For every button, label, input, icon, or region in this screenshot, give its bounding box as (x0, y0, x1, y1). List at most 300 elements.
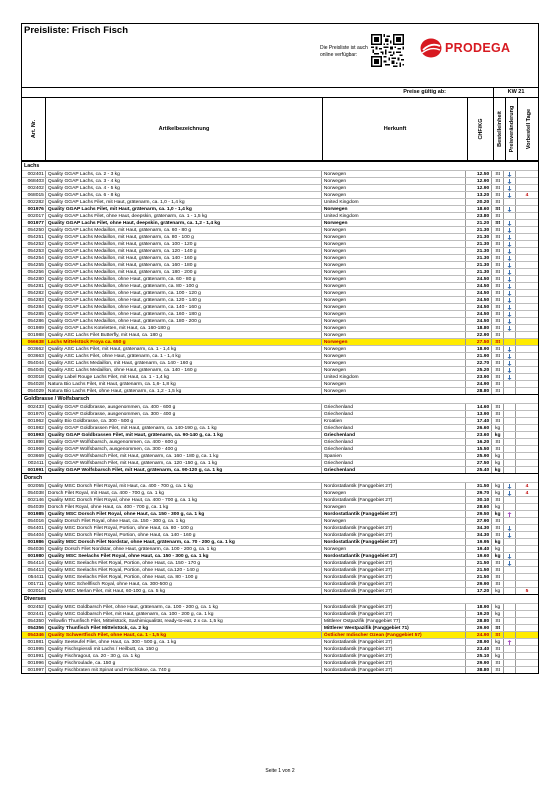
table-row (22, 617, 538, 624)
unit-cell: St (492, 206, 504, 212)
origin-cell: Nordostatlantik (Fanggebiet 27) (322, 567, 466, 573)
arrow-down-icon (507, 193, 512, 198)
table-row (22, 482, 538, 489)
article-name: Quality GGAP Lachs Medaillon, ohne Haut, grätenarm, ca. 180 - 200 g (46, 318, 322, 324)
order-days-cell (516, 460, 538, 466)
table-row (22, 403, 538, 410)
article-number: 001711 (22, 581, 46, 587)
unit-cell: St (492, 497, 504, 503)
section-title: Goldbrasse / Wolfsbarsch (22, 394, 538, 403)
order-days-cell (516, 581, 538, 587)
origin-cell: Nordostatlantik (Fanggebiet 27) (322, 588, 466, 594)
table-row (22, 610, 538, 617)
unit-cell: St (492, 446, 504, 452)
unit-cell: St (492, 360, 504, 366)
order-days-cell (516, 553, 538, 559)
origin-cell: Nordostatlantik (Fanggebiet 27) (322, 532, 466, 538)
col-price-label: CHF/KG (477, 118, 484, 140)
price-cell: 27.50 (466, 339, 492, 345)
price-cell: 24.50 (466, 283, 492, 289)
article-number: 054044 (22, 360, 46, 366)
article-number: 054356 (22, 625, 46, 631)
article-number: 001980 (22, 553, 46, 559)
arrow-down-icon (507, 368, 512, 373)
origin-cell: Nordostatlantik (Fanggebiet 27) (322, 553, 466, 559)
origin-cell: Norwegen (322, 192, 466, 198)
unit-cell: St (492, 525, 504, 531)
table-row (22, 380, 538, 387)
unit-cell: St (492, 262, 504, 268)
arrow-down-icon (507, 235, 512, 240)
order-days-cell (516, 220, 538, 226)
price-change-cell (504, 497, 516, 503)
article-name: Quality MSC Schellfisch Royal, ohne Haut, ca. 300-500 g (46, 581, 322, 587)
price-change-cell (504, 532, 516, 538)
origin-cell: Griechenland (322, 460, 466, 466)
article-name: Quality MSC Seelachs Filet Royal, ohne Haut, ca. 150 - 300 g, ca. 1 kg (46, 553, 322, 559)
price-cell: 16.20 (466, 439, 492, 445)
price-change-cell (504, 283, 516, 289)
origin-cell: Norwegen (322, 325, 466, 331)
order-days-cell (516, 381, 538, 387)
article-name: Quality Fischbraten mit Spinat und Frischkäse, ca. 740 g (46, 667, 322, 673)
unit-cell: St (492, 367, 504, 373)
price-cell: 23.80 (466, 213, 492, 219)
document-header (21, 23, 539, 88)
origin-cell: Norwegen (322, 234, 466, 240)
article-name: Quality GGAP Lachs Filet, mit Haut, grätenarm, ca. 1,0 - 1,4 kg (46, 199, 322, 205)
price-change-cell (504, 220, 516, 226)
article-name: Quality MSC Goldbarsch Filet, mit Haut, grätenarm, ca. 100 - 200 g, ca. 1 kg (46, 611, 322, 617)
unit-cell: St (492, 418, 504, 424)
table-row (22, 645, 538, 652)
article-number: 054252 (22, 241, 46, 247)
table-row (22, 603, 538, 610)
origin-cell: Nordostatlantik (Fanggebiet 27) (322, 653, 466, 659)
unit-cell: kg (492, 539, 504, 545)
price-table (21, 161, 539, 674)
arrow-down-icon (507, 242, 512, 247)
price-cell: 21.30 (466, 269, 492, 275)
price-change-cell (504, 367, 516, 373)
article-number: 054401 (22, 525, 46, 531)
order-days-cell (516, 411, 538, 417)
price-change-cell (504, 504, 516, 510)
unit-cell: kg (492, 653, 504, 659)
price-change-cell (504, 574, 516, 580)
price-change-cell (504, 439, 516, 445)
table-row (22, 240, 538, 247)
article-number: 054029 (22, 388, 46, 394)
price-cell: 22.70 (466, 360, 492, 366)
unit-cell: St (492, 404, 504, 410)
origin-cell: Kroatien (322, 418, 466, 424)
order-days-cell (516, 546, 538, 552)
order-days-cell (516, 453, 538, 459)
origin-cell: Griechenland (322, 432, 466, 438)
order-days-cell (516, 667, 538, 673)
arrow-down-icon (507, 326, 512, 331)
arrow-down-icon (507, 284, 512, 289)
table-row (22, 524, 538, 531)
table-row (22, 417, 538, 424)
price-cell: 34.30 (466, 525, 492, 531)
article-name: Quality MSC Goldbarsch Filet, ohne Haut, grätenarm, ca. 100 - 200 g, ca. 1 kg (46, 604, 322, 610)
article-number: 054283 (22, 297, 46, 303)
unit-cell: St (492, 411, 504, 417)
article-name: Quality Dorsch Filet Nordstar, ohne Haut, grätenarm, ca. 100 - 200 g, ca. 1 kg (46, 546, 322, 552)
table-row (22, 275, 538, 282)
price-cell: 12.90 (466, 178, 492, 184)
order-days-cell (516, 185, 538, 191)
price-cell: 24.50 (466, 304, 492, 310)
price-cell: 27.50 (466, 460, 492, 466)
article-name: Quality GGAP Lachs Medaillon, ohne Haut, grätenarm, ca. 60 - 80 g (46, 276, 322, 282)
price-change-cell (504, 539, 516, 545)
article-number: 003662 (22, 346, 46, 352)
origin-cell: Nordostatlantik (Fanggebiet 27) (322, 646, 466, 652)
price-change-cell (504, 346, 516, 352)
unit-cell: kg (492, 639, 504, 645)
article-number: 054350 (22, 618, 46, 624)
price-change-cell (504, 360, 516, 366)
origin-cell: Norwegen (322, 381, 466, 387)
origin-cell: Norwegen (322, 227, 466, 233)
order-days-cell (516, 653, 538, 659)
unit-cell: St (492, 276, 504, 282)
unit-cell: St (492, 199, 504, 205)
order-days-cell (516, 618, 538, 624)
article-number: 001976 (22, 206, 46, 212)
article-number: 054256 (22, 269, 46, 275)
unit-cell: kg (492, 467, 504, 473)
price-cell: 24.50 (466, 290, 492, 296)
origin-cell: Nordostatlantik (Fanggebiet 27) (322, 660, 466, 666)
price-cell: 18.60 (466, 206, 492, 212)
origin-cell: Griechenland (322, 411, 466, 417)
order-days-cell (516, 276, 538, 282)
article-number: 054038 (22, 490, 46, 496)
price-change-cell (504, 325, 516, 331)
article-number: 001981 (22, 639, 46, 645)
price-cell: 23.40 (466, 646, 492, 652)
price-cell: 12.90 (466, 185, 492, 191)
unit-cell: St (492, 532, 504, 538)
price-cell: 20.20 (466, 199, 492, 205)
price-cell: 30.10 (466, 497, 492, 503)
table-row (22, 226, 538, 233)
section-title: Diverses (22, 594, 538, 603)
table-row (22, 317, 538, 324)
article-name: Dorsch Filet Royal, mit Haut, ca. 400 - 700 g, ca. 1 kg (46, 490, 322, 496)
col-change-label: Preisveränderung (508, 105, 515, 153)
article-number: 054250 (22, 227, 46, 233)
price-cell: 19.95 (466, 539, 492, 545)
unit-cell: St (492, 632, 504, 638)
col-order-days-label: Vorbestell Tage (526, 108, 532, 150)
order-days-cell (516, 432, 538, 438)
origin-cell: Norwegen (322, 388, 466, 394)
origin-cell: Norwegen (322, 220, 466, 226)
price-cell: 21.30 (466, 227, 492, 233)
table-row (22, 452, 538, 459)
price-cell: 34.30 (466, 532, 492, 538)
price-cell: 18.90 (466, 346, 492, 352)
order-days-cell (516, 283, 538, 289)
price-cell: 29.50 (466, 511, 492, 517)
article-number: 001993 (22, 432, 46, 438)
price-change-cell (504, 567, 516, 573)
origin-cell: Griechenland (322, 467, 466, 473)
unit-cell: kg (492, 546, 504, 552)
unit-cell: kg (492, 483, 504, 489)
unit-cell: St (492, 297, 504, 303)
article-name: Quality GGAP Goldbrassen Filet, mit Haut, grätenarm, ca. 90-140 g, ca. 1 kg (46, 432, 322, 438)
price-change-cell (504, 276, 516, 282)
origin-cell: Norwegen (322, 367, 466, 373)
order-days-cell (516, 404, 538, 410)
article-number: 054036 (22, 546, 46, 552)
origin-cell: Norwegen (322, 178, 466, 184)
arrow-down-icon (507, 484, 512, 489)
origin-cell: Nordostatlantik (Fanggebiet 27) (322, 667, 466, 673)
article-number: 001995 (22, 646, 46, 652)
arrow-down-icon (507, 291, 512, 296)
article-number: 002402 (22, 185, 46, 191)
table-row (22, 282, 538, 289)
price-cell: 28.90 (466, 639, 492, 645)
article-name: Quality GGAP Lachs, ca. 4 - 5 kg (46, 185, 322, 191)
unit-cell: St (492, 332, 504, 338)
price-change-cell (504, 234, 516, 240)
price-change-cell (504, 646, 516, 652)
arrow-down-icon (507, 554, 512, 559)
origin-cell: Norwegen (322, 276, 466, 282)
origin-cell: Norwegen (322, 339, 466, 345)
price-cell: 15.50 (466, 446, 492, 452)
price-change-cell (504, 560, 516, 566)
article-name: Quality Schwertfisch Filet, ohne Haut, ca. 1 - 1,5 kg (46, 632, 322, 638)
article-name: Quality Fischspiessli mit Lachs / Heilbutt, ca. 150 g (46, 646, 322, 652)
qr-code-icon[interactable] (371, 34, 404, 67)
article-number: 054284 (22, 304, 46, 310)
origin-cell: Norwegen (322, 318, 466, 324)
arrow-down-icon (507, 319, 512, 324)
unit-cell: St (492, 388, 504, 394)
origin-cell: Norwegen (322, 518, 466, 524)
price-cell: 24.90 (466, 632, 492, 638)
price-change-cell (504, 213, 516, 219)
unit-cell: kg (492, 611, 504, 617)
article-number: 054413 (22, 567, 46, 573)
arrow-down-icon (507, 221, 512, 226)
origin-cell: Nordostatlantik (Fanggebiet 27) (322, 574, 466, 580)
col-name-label: Artikelbezeichnung (158, 126, 210, 132)
article-number: 054280 (22, 276, 46, 282)
table-row (22, 352, 538, 359)
table-row (22, 331, 538, 338)
price-change-cell (504, 311, 516, 317)
price-cell: 38.80 (466, 667, 492, 673)
arrow-down-icon (507, 561, 512, 566)
article-number: 002146 (22, 497, 46, 503)
article-name: Quality Bio Goldbrasse, ca. 300 - 500 g (46, 418, 322, 424)
origin-cell: Griechenland (322, 425, 466, 431)
order-days-cell (516, 248, 538, 254)
article-name: Quality GGAP Lachs Medaillon, ohne Haut, grätenarm, ca. 160 - 180 g (46, 311, 322, 317)
table-row (22, 359, 538, 366)
order-days-cell (516, 332, 538, 338)
article-number: 001997 (22, 667, 46, 673)
article-name: Quality MSC Dorsch Filet Royal, Portion, ohne Haut, ca. 140 - 160 g (46, 532, 322, 538)
article-number: 002433 (22, 404, 46, 410)
price-change-cell (504, 511, 516, 517)
table-row (22, 510, 538, 517)
table-row (22, 170, 538, 177)
order-days-cell (516, 646, 538, 652)
unit-cell: kg (492, 425, 504, 431)
article-name: Quality Thunfisch Filet Mittelstück, ca. 2 kg (46, 625, 322, 631)
article-name: Quality GGAP Lachs Koteletten, mit Haut, ca. 160-180 g (46, 325, 322, 331)
arrow-down-icon (507, 179, 512, 184)
unit-cell: St (492, 646, 504, 652)
origin-cell: Nordostatlantik (Fanggebiet 27) (322, 483, 466, 489)
price-change-cell (504, 290, 516, 296)
article-number: 054281 (22, 283, 46, 289)
origin-cell: Norwegen (322, 255, 466, 261)
price-change-cell (504, 206, 516, 212)
table-row (22, 345, 538, 352)
price-change-cell (504, 604, 516, 610)
table-row (22, 631, 538, 638)
article-name: Quality GGAP Lachs Medaillon, mit Haut, grätenarm, ca. 160 - 180 g (46, 262, 322, 268)
price-cell: 29.90 (466, 581, 492, 587)
arrow-down-icon (507, 526, 512, 531)
origin-cell: Nordostatlantik (Fanggebiet 27) (322, 511, 466, 517)
article-name: Quality MSC Dorsch Filet Nordstar, ohne Haut, grätenarm, ca. 70 - 200 g, ca. 1 kg (46, 539, 322, 545)
price-change-cell (504, 339, 516, 345)
table-row (22, 261, 538, 268)
unit-cell: St (492, 325, 504, 331)
order-days-cell (516, 227, 538, 233)
price-cell: 25.20 (466, 367, 492, 373)
price-change-cell (504, 525, 516, 531)
table-row (22, 247, 538, 254)
order-days-cell: 4 (525, 491, 529, 496)
origin-cell: Nordostatlantik (Fanggebiet 27) (322, 497, 466, 503)
article-number: 001977 (22, 220, 46, 226)
origin-cell: Griechenland (322, 404, 466, 410)
unit-cell: St (492, 178, 504, 184)
table-row (22, 268, 538, 275)
order-days-cell (516, 525, 538, 531)
article-number: 001898 (22, 439, 46, 445)
origin-cell: Norwegen (322, 360, 466, 366)
price-change-cell (504, 588, 516, 594)
price-change-cell (504, 374, 516, 380)
order-days-cell (516, 206, 538, 212)
order-days-cell (516, 504, 538, 510)
order-days-cell (516, 325, 538, 331)
article-number: 003663 (22, 353, 46, 359)
origin-cell: Norwegen (322, 171, 466, 177)
article-number: 001982 (22, 425, 46, 431)
article-name: Quality GGAP Goldbrassen Filet, mit Haut, grätenarm, ca. 140-190 g, ca. 1 kg (46, 425, 322, 431)
arrow-down-icon (507, 347, 512, 352)
article-name: Quality MSC Seelachs Filet Royal, Portion, ohne Haut, ca.120 - 140 g (46, 567, 322, 573)
unit-cell: St (492, 290, 504, 296)
origin-cell: Norwegen (322, 332, 466, 338)
unit-cell: St (492, 220, 504, 226)
unit-cell: kg (492, 490, 504, 496)
article-name: Quality GGAP Wolfsbarsch Filet, mit Haut, grätenarm, ca. 120 -150 g, ca. 1 kg (46, 460, 322, 466)
origin-cell: Nordostatlantik (Fanggebiet 27) (322, 560, 466, 566)
article-number: 054254 (22, 255, 46, 261)
unit-cell: St (492, 346, 504, 352)
article-name: Quality GGAP Goldbrasse, ausgenommen, ca. 400 - 600 g (46, 404, 322, 410)
article-name: Quality Fischragout, ca. 20 - 30 g, ca. 1 kg (46, 653, 322, 659)
article-name: Quality GGAP Lachs Medaillon, ohne Haut, grätenarm, ca. 140 - 160 g (46, 304, 322, 310)
price-change-cell (504, 490, 516, 496)
article-name: Natura Bio Lachs Filet, mit Haut, grätenarm, ca. 1,6- 1,8 kg (46, 381, 322, 387)
article-number: 002282 (22, 199, 46, 205)
unit-cell: St (492, 248, 504, 254)
table-row (22, 489, 538, 496)
arrow-down-icon (507, 298, 512, 303)
price-change-cell (504, 404, 516, 410)
article-number: 054045 (22, 367, 46, 373)
origin-cell: Norwegen (322, 290, 466, 296)
online-note: Die Preisliste ist auch online verfügbar: (320, 45, 368, 58)
arrow-down-icon (507, 249, 512, 254)
order-days-cell (516, 446, 538, 452)
price-change-cell (504, 546, 516, 552)
unit-cell: kg (492, 432, 504, 438)
table-row (22, 324, 538, 331)
article-name: Quality ASC Lachs Filet, ohne Haut, grätenarm, ca. 1 - 1,4 kg (46, 353, 322, 359)
article-number: 054414 (22, 560, 46, 566)
col-unit (494, 98, 506, 160)
order-days-cell (516, 625, 538, 631)
origin-cell: Griechenland (322, 446, 466, 452)
article-name: Quality GGAP Wolfsbarsch, ausgenommen, ca. 300 - 400 g (46, 446, 322, 452)
price-change-cell (504, 269, 516, 275)
unit-cell: St (492, 353, 504, 359)
price-change-cell (504, 460, 516, 466)
price-list-sheet (21, 23, 539, 674)
article-number: 054039 (22, 504, 46, 510)
price-cell: 24.50 (466, 297, 492, 303)
order-days-cell (516, 269, 538, 275)
unit-cell: St (492, 311, 504, 317)
origin-cell: Norwegen (322, 206, 466, 212)
article-number: 054282 (22, 290, 46, 296)
order-days-cell (516, 353, 538, 359)
article-number: 001969 (22, 446, 46, 452)
article-number: 054286 (22, 318, 46, 324)
price-cell: 24.50 (466, 311, 492, 317)
price-cell: 25.10 (466, 653, 492, 659)
price-cell: 24.50 (466, 276, 492, 282)
origin-cell: Nordostatlantik (Fanggebiet 27) (322, 604, 466, 610)
section-title: Lachs (22, 161, 538, 170)
origin-cell: Norwegen (322, 311, 466, 317)
price-cell: 21.90 (466, 353, 492, 359)
article-name: Quality GGAP Lachs, ca. 3 - 4 kg (46, 178, 322, 184)
price-change-cell (504, 199, 516, 205)
arrow-down-icon (507, 186, 512, 191)
article-name: Quality GGAP Lachs Medaillon, ohne Haut, grätenarm, ca. 80 - 100 g (46, 283, 322, 289)
